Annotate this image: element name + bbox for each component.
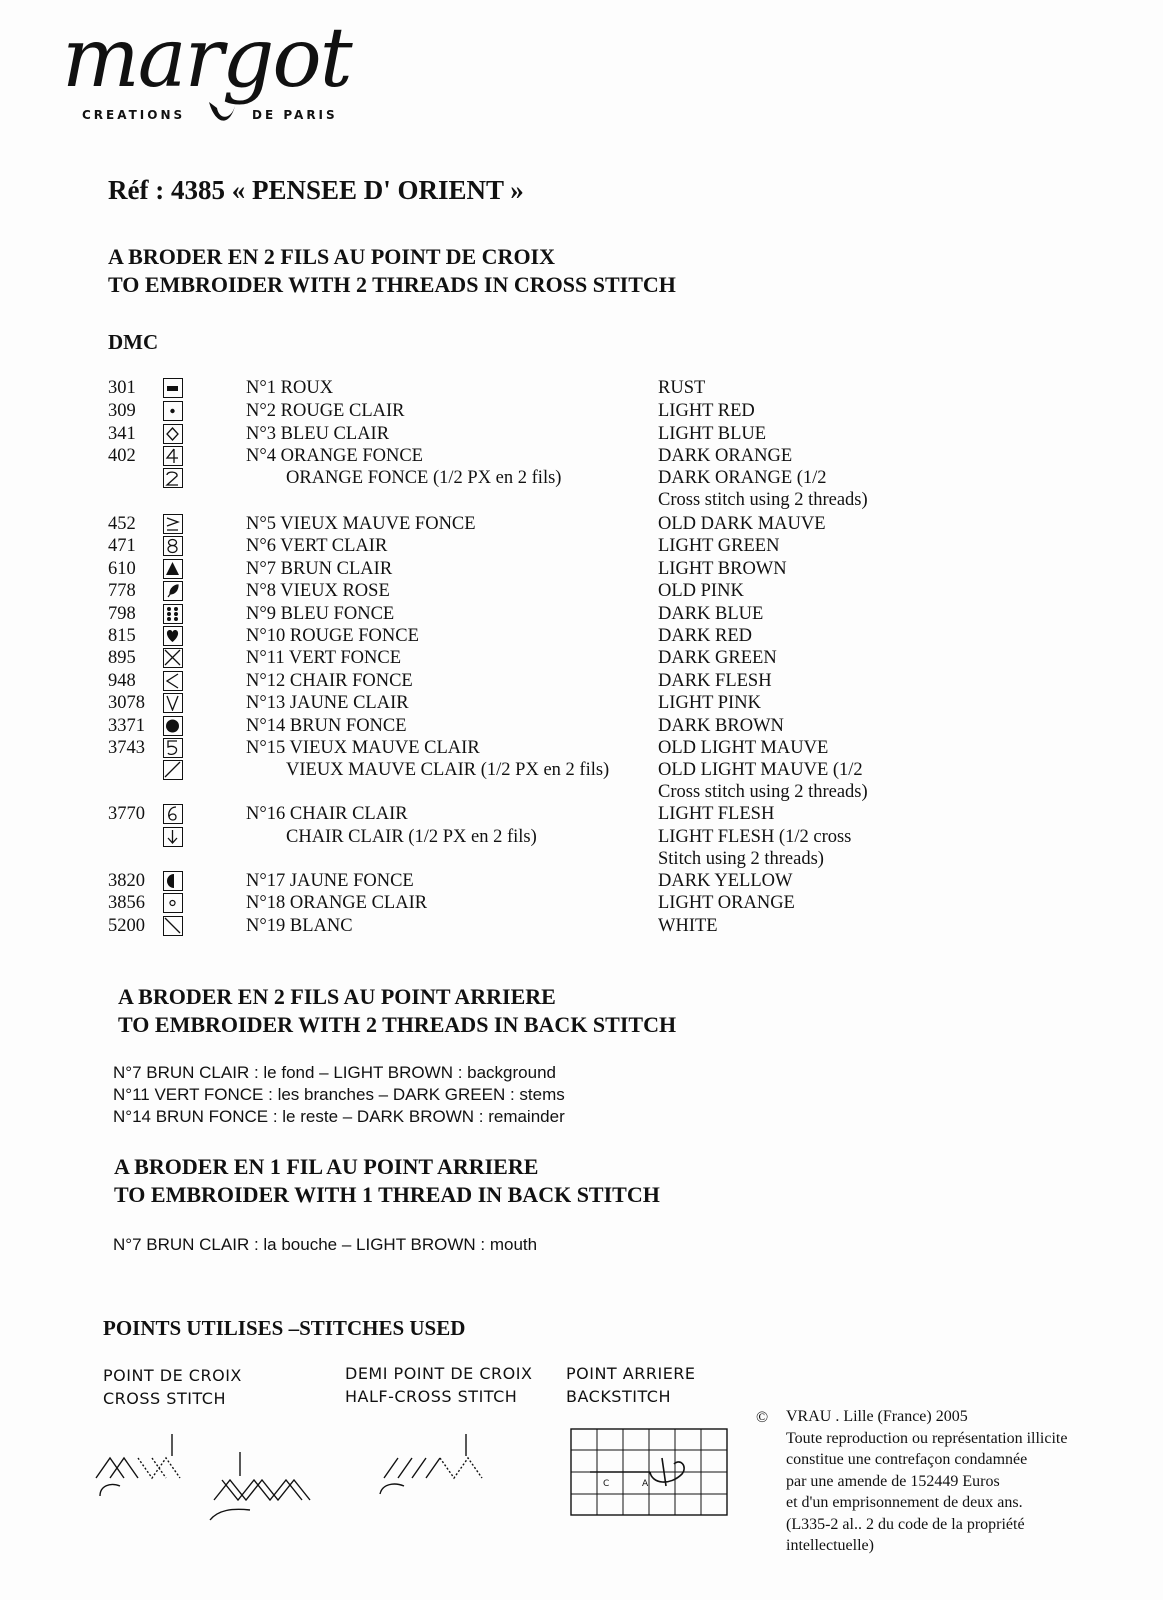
heading-back-stitch-2 — [118, 983, 676, 1039]
heading-back-stitch-1-fr: A BRODER EN 1 FIL AU POINT ARRIERE — [114, 1154, 539, 1179]
triangle-icon — [163, 559, 183, 579]
cross-stitch-label-fr: POINT DE CROIX — [103, 1366, 242, 1385]
thread-number: 341 — [108, 424, 136, 444]
half-circle-icon — [163, 871, 183, 891]
dot-icon — [163, 401, 183, 421]
down-arrow-icon — [163, 827, 183, 847]
thread-name-en: DARK ORANGE (1/2 — [658, 468, 827, 488]
heading-back-stitch-1 — [114, 1153, 660, 1209]
heading-cross-stitch-fr: A BRODER EN 2 FILS AU POINT DE CROIX — [108, 244, 556, 269]
thread-number: 3743 — [108, 738, 145, 758]
back-stitch-note: N°14 BRUN FONCE : le reste – DARK BROWN : remainder — [113, 1107, 565, 1126]
thread-name-fr: CHAIR CLAIR (1/2 PX en 2 fils) — [286, 827, 537, 847]
thread-name-en: LIGHT FLESH — [658, 804, 775, 824]
grid-label-a: A — [642, 1479, 649, 1489]
thread-name-en: LIGHT GREEN — [658, 536, 780, 556]
backstitch-label — [566, 1362, 696, 1408]
thread-name-en: LIGHT ORANGE — [658, 893, 795, 913]
copyright-line: intellectuelle) — [786, 1537, 874, 1554]
thread-name-en: LIGHT PINK — [658, 693, 761, 713]
cross-stitch-label — [103, 1364, 242, 1410]
thread-number: 815 — [108, 626, 136, 646]
cross-stitch-diagram-icon — [90, 1430, 330, 1525]
half-cross-stitch-label-en: HALF-CROSS STITCH — [345, 1387, 518, 1406]
thread-name-fr: VIEUX MAUVE CLAIR (1/2 PX en 2 fils) — [286, 760, 610, 780]
heading-back-stitch-2-fr: A BRODER EN 2 FILS AU POINT ARRIERE — [118, 984, 556, 1009]
copyright-line: constitue une contrefaçon condamnée — [786, 1451, 1028, 1468]
half-cross-stitch-label-fr: DEMI POINT DE CROIX — [345, 1364, 533, 1383]
less-than-icon — [163, 671, 183, 691]
thread-number: 402 — [108, 446, 136, 466]
thread-name-fr: N°9 BLEU FONCE — [246, 604, 395, 624]
thread-name-en: LIGHT FLESH (1/2 cross — [658, 827, 852, 847]
thread-name-en: DARK FLESH — [658, 671, 772, 691]
thread-name-fr: N°14 BRUN FONCE — [246, 716, 407, 736]
thread-name-fr: N°6 VERT CLAIR — [246, 536, 388, 556]
thread-name-en: OLD DARK MAUVE — [658, 514, 826, 534]
stitches-used-title: POINTS UTILISES –STITCHES USED — [103, 1316, 466, 1340]
grid-label-c: C — [603, 1479, 610, 1489]
thread-name-en: WHITE — [658, 916, 718, 936]
four-icon — [163, 446, 183, 466]
back-stitch-2-notes — [113, 1062, 565, 1128]
thread-number: 3371 — [108, 716, 145, 736]
thread-number: 610 — [108, 559, 136, 579]
thread-number: 3770 — [108, 804, 145, 824]
two-icon — [163, 468, 183, 488]
copyright-line: par une amende de 152449 Euros — [786, 1472, 1000, 1490]
thread-name-fr: N°10 ROUGE FONCE — [246, 626, 419, 646]
thread-name-fr: N°4 ORANGE FONCE — [246, 446, 423, 466]
thread-name-en-cont: Cross stitch using 2 threads) — [658, 782, 868, 802]
thread-number: 5200 — [108, 916, 145, 936]
logo-mark-icon — [205, 98, 239, 132]
copyright-line: (L335-2 al.. 2 du code de la propriété — [786, 1515, 1025, 1533]
thread-name-en-cont: Stitch using 2 threads) — [658, 849, 824, 869]
thread-name-fr: N°15 VIEUX MAUVE CLAIR — [246, 738, 480, 758]
thread-number: 778 — [108, 581, 136, 601]
logo-subtitle-right: DE PARIS — [252, 108, 338, 122]
thread-name-fr: N°1 ROUX — [246, 378, 334, 398]
diamond-icon — [163, 424, 183, 444]
thread-name-fr: N°12 CHAIR FONCE — [246, 671, 413, 691]
thread-name-fr: N°2 ROUGE CLAIR — [246, 401, 405, 421]
leaf-icon — [163, 581, 183, 601]
half-cross-stitch-diagram-icon — [370, 1430, 500, 1500]
thread-name-en: RUST — [658, 378, 706, 398]
logo-subtitle-left: CREATIONS — [82, 108, 186, 122]
thread-name-fr: N°18 ORANGE CLAIR — [246, 893, 428, 913]
thread-name-en: DARK RED — [658, 626, 753, 646]
slash-icon — [163, 760, 183, 780]
small-circle-icon — [163, 893, 183, 913]
thread-name-fr: N°16 CHAIR CLAIR — [246, 804, 408, 824]
thread-number: 3078 — [108, 693, 145, 713]
thread-number: 301 — [108, 378, 136, 398]
thread-name-fr: N°5 VIEUX MAUVE FONCE — [246, 514, 476, 534]
copyright-line: et d'un emprisonnement de deux ans. — [786, 1494, 1023, 1511]
thread-number: 309 — [108, 401, 136, 421]
backstitch-grid-diagram-icon — [570, 1428, 732, 1518]
thread-number: 452 — [108, 514, 136, 534]
back-stitch-note: N°7 BRUN CLAIR : le fond – LIGHT BROWN : background — [113, 1063, 556, 1082]
eight-icon — [163, 536, 183, 556]
thread-number: 3820 — [108, 871, 145, 891]
thread-name-en: LIGHT RED — [658, 401, 755, 421]
thread-name-en: DARK YELLOW — [658, 871, 793, 891]
thread-name-en: LIGHT BLUE — [658, 424, 767, 444]
thread-number: 471 — [108, 536, 136, 556]
filled-circle-icon — [163, 716, 183, 736]
cross-stitch-label-en: CROSS STITCH — [103, 1389, 226, 1408]
page-title: Réf : 4385 « PENSEE D' ORIENT » — [108, 175, 524, 205]
thread-number: 895 — [108, 648, 136, 668]
copyright-line: VRAU . Lille (France) 2005 — [786, 1408, 968, 1425]
thread-name-en: DARK BROWN — [658, 716, 784, 736]
half-cross-stitch-label — [345, 1362, 532, 1408]
copyright-line: Toute reproduction ou représentation illicite — [786, 1429, 1068, 1447]
thread-name-fr: N°8 VIEUX ROSE — [246, 581, 390, 601]
thread-name-en-cont: Cross stitch using 2 threads) — [658, 490, 868, 510]
backstitch-label-en: BACKSTITCH — [566, 1387, 671, 1406]
v-icon — [163, 693, 183, 713]
thread-name-fr: N°19 BLANC — [246, 916, 353, 936]
thread-number: 948 — [108, 671, 136, 691]
thread-name-en: DARK GREEN — [658, 648, 777, 668]
thread-name-en: OLD LIGHT MAUVE — [658, 738, 829, 758]
back-stitch-note: N°11 VERT FONCE : les branches – DARK GREEN : stems — [113, 1085, 565, 1104]
thread-name-en: OLD LIGHT MAUVE (1/2 — [658, 760, 863, 780]
thread-name-fr: N°3 BLEU CLAIR — [246, 424, 390, 444]
thread-name-en: DARK BLUE — [658, 604, 764, 624]
heading-cross-stitch — [108, 243, 676, 299]
thread-number: 798 — [108, 604, 136, 624]
thread-name-fr: ORANGE FONCE (1/2 PX en 2 fils) — [286, 468, 562, 488]
thread-name-fr: N°11 VERT FONCE — [246, 648, 401, 668]
copyright-block — [786, 1406, 1067, 1557]
thread-name-fr: N°7 BRUN CLAIR — [246, 559, 393, 579]
copyright-symbol: © — [756, 1409, 769, 1426]
dmc-label: DMC — [108, 330, 159, 354]
logo-script: margot — [62, 11, 351, 106]
heading-back-stitch-1-en: TO EMBROIDER WITH 1 THREAD IN BACK STITCH — [114, 1182, 660, 1207]
heading-back-stitch-2-en: TO EMBROIDER WITH 2 THREADS IN BACK STITCH — [118, 1012, 677, 1037]
thread-name-fr: N°17 JAUNE FONCE — [246, 871, 414, 891]
backstitch-label-fr: POINT ARRIERE — [566, 1364, 696, 1383]
four-dots-icon — [163, 604, 183, 624]
thread-name-en: DARK ORANGE — [658, 446, 793, 466]
six-icon — [163, 804, 183, 824]
x-box-icon — [163, 648, 183, 668]
back-stitch-1-note: N°7 BRUN CLAIR : la bouche – LIGHT BROWN : mouth — [113, 1235, 538, 1254]
thread-name-fr: N°13 JAUNE CLAIR — [246, 693, 409, 713]
thread-name-en: LIGHT BROWN — [658, 559, 787, 579]
bar-icon — [163, 378, 183, 398]
greater-equal-icon — [163, 514, 183, 534]
heart-icon — [163, 626, 183, 646]
thread-number: 3856 — [108, 893, 145, 913]
backslash-icon — [163, 916, 183, 936]
heading-cross-stitch-en: TO EMBROIDER WITH 2 THREADS IN CROSS STITCH — [108, 272, 676, 297]
thread-name-en: OLD PINK — [658, 581, 744, 601]
five-icon — [163, 738, 183, 758]
